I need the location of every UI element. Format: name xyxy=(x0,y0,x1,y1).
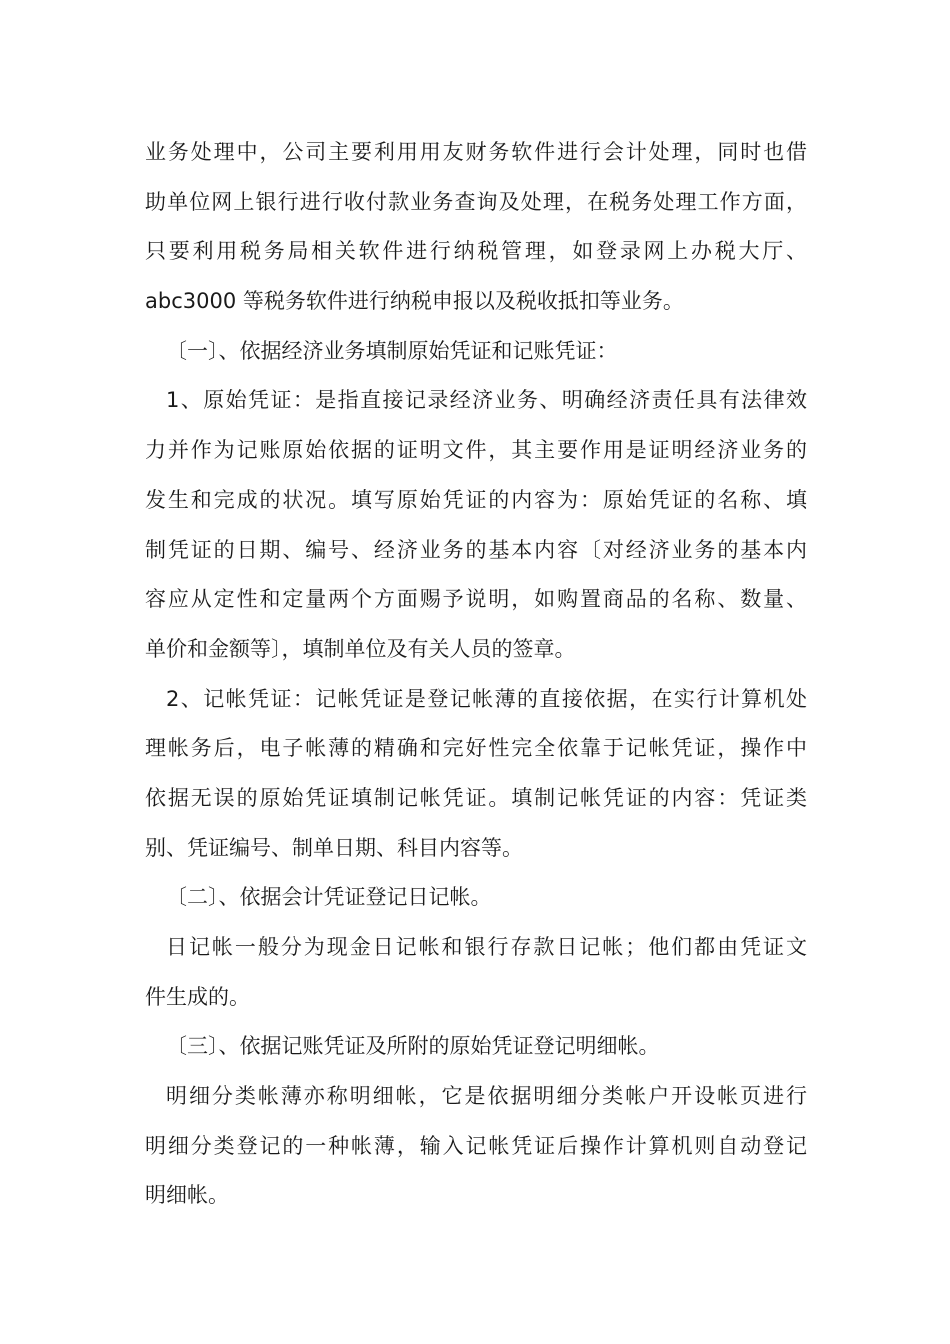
text-line: 业务处理中，公司主要利用用友财务软件进行会计处理，同时也借 xyxy=(145,140,807,164)
text-line: 别、凭证编号、制单日期、科目内容等。 xyxy=(145,835,523,860)
text-line: 单价和金额等〕，填制单位及有关人员的签章。 xyxy=(145,636,576,661)
document-body xyxy=(145,128,807,1221)
text-line: 1、原始凭证：是指直接记录经济业务、明确经济责任具有法律效 xyxy=(166,388,807,413)
text-line: 明细帐。 xyxy=(145,1183,229,1208)
text-line: 件生成的。 xyxy=(145,984,250,1009)
text-line: 日记帐一般分为现金日记帐和银行存款日记帐；他们都由凭证文 xyxy=(166,935,807,959)
section-heading: 〔二〕、依据会计凭证登记日记帐。 xyxy=(166,885,492,910)
text-line: 2、记帐凭证：记帐凭证是登记帐薄的直接依据，在实行计算机处 xyxy=(166,686,807,711)
section-heading: 〔一〕、依据经济业务填制原始凭证和记账凭证： xyxy=(166,338,618,363)
text-line: 容应从定性和定量两个方面赐予说明，如购置商品的名称、数量、 xyxy=(145,587,807,612)
text-line: 助单位网上银行进行收付款业务查询及处理，在税务处理工作方面， xyxy=(145,189,807,214)
text-line: 依据无误的原始凭证填制记帐凭证。填制记帐凭证的内容：凭证类 xyxy=(145,785,807,810)
text-line: 只要利用税务局相关软件进行纳税管理，如登录网上办税大厅、 xyxy=(145,239,807,264)
text-line: 制凭证的日期、编号、经济业务的基本内容〔对经济业务的基本内 xyxy=(145,537,807,562)
text-line: 明细分类帐薄亦称明细帐，它是依据明细分类帐户开设帐页进行 xyxy=(166,1084,807,1109)
section-heading: 〔三〕、依据记账凭证及所附的原始凭证登记明细帐。 xyxy=(166,1034,660,1059)
text-line: 发生和完成的状况。填写原始凭证的内容为：原始凭证的名称、填 xyxy=(145,487,807,512)
text-line: 力并作为记账原始依据的证明文件，其主要作用是证明经济业务的 xyxy=(145,438,807,463)
text-line: 明细分类登记的一种帐薄，输入记帐凭证后操作计算机则自动登记 xyxy=(145,1133,807,1158)
text-line: 理帐务后，电子帐薄的精确和完好性完全依靠于记帐凭证，操作中 xyxy=(145,736,807,761)
text-line: abc3000 等税务软件进行纳税申报以及税收抵扣等业务。 xyxy=(145,289,684,314)
